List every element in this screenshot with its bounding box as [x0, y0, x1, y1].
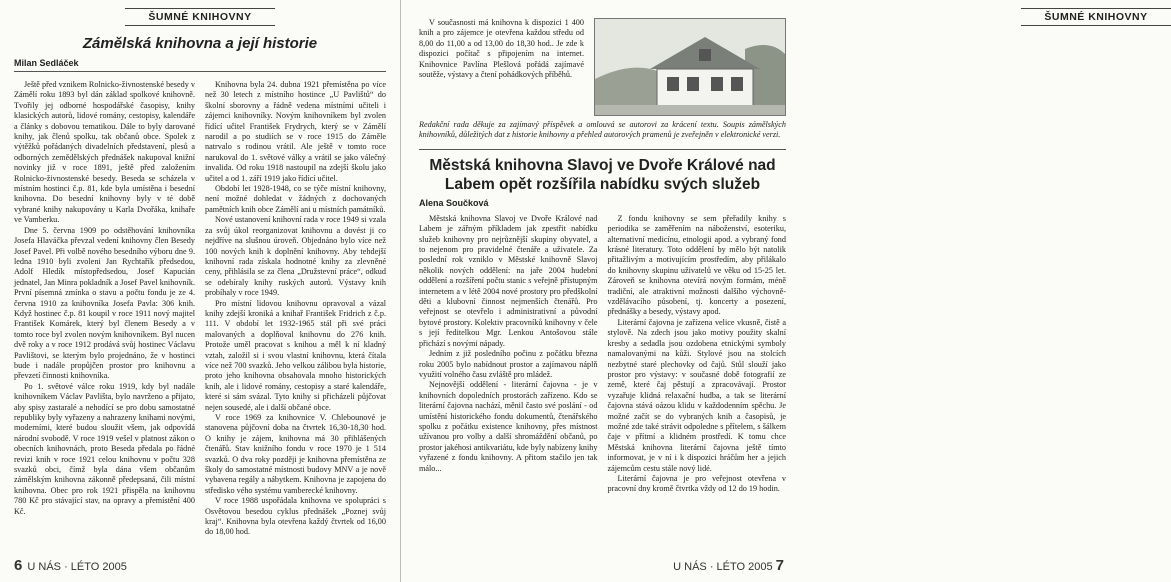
house-illustration: [595, 19, 785, 115]
paragraph: V roce 1969 za knihovnice V. Chlebounové je stanovena půjčovní doba na čtvrtek 16,30-18,30 hod. O knihy je zájem, knihovna má 30 přihlášených čtenářů. Stav knižního fondu v roce 1970 je 1 514 svazků. O dva roky později je knihovna přemístěna ze školy do samostatné místnosti budovy MNV a je nově vybavena regály a nábytkem. Knihovna je zapojena do středisko vého systému vamberecké knihovny.: [205, 413, 386, 495]
column-2: [205, 80, 386, 558]
paragraph: Nové ustanovení knihovní rada v roce 1949 si vzala za svůj úkol reorganizovat knihovnu a dovést ji co nejdříve na slušnou úroveň. Objednáno bylo více než 100 nových knih k doplnění knihovny. Aby tehdejší knihovní rada získala hodnotné knihy za zlevněné ceny, přihlásila se za člena „Družstevní práce“, odkud se odebíraly knihy ruských autorů. Výstavy knih probíhaly v roce 1949.: [205, 215, 386, 298]
magazine-issue: U NÁS · LÉTO 2005: [673, 561, 773, 573]
paragraph: Literární čajovna je zařízena velice vkusně, čistě a stylově. Na zdech jsou jako motivy použity skalní kresby a sedadla jsou ozdobena etnickými symboly namalovanými na kůži. Stylové jsou na stolcích nezbytné staré plechovky od čajů. Stůl slouží jako prostor pro výstavy: v současné době fotografií ze země, které čaj pěstují a zpracovávají. Prostor vyzařuje klidná relaxační hudba, a tak se literární čajovna stává oázou klidu v každodenním spěchu. Je možné začít se do vybraných knih a časopisů, je možné zde také strávit odpoledne s přítelem, s šálkem čaje v přítmí a klidném prostředí. K tomu chce Městská knihovna literární čajovna ještě tímto informovat, je v ní i k dispozici hráčům her a jejich zájemcům cestu stále nový lidé.: [607, 317, 786, 473]
paragraph: Jedním z již posledního počinu z počátku března roku 2005 bylo nabídnout prostor a zajímavou náplň využití volného času zvláště pro mládež.: [419, 349, 598, 379]
article-title: Zámělská knihovna a její historie: [82, 35, 318, 52]
magazine-issue: U NÁS · LÉTO 2005: [27, 561, 127, 573]
section-header: ŠUMNÉ KNIHOVNY: [125, 8, 275, 26]
page-footer: [14, 557, 127, 574]
paragraph: Pro místní lidovou knihovnu opravoval a vázal knihy zdejší kroniká a knihař František Fridrich z č.p. 111. V období let 1932-1965 stál při své práci malovaných a doplňoval knihovnu do 276 knih. Protože uměl pracovat s knihou a měl k ní kladný vztah, založil si i svou vlastní knihovnu, která čítala více než 700 svazků. Jeho velkou zálibou byla historie, proto jeho knihovna obsahovala mnoho historických knih, ale i lidové romány, cestopisy a staré kalendáře, které si sám svázal. Tyto knihy si přicházeli půjčovat nejen sousedé, ale i další občané obce.: [205, 298, 386, 412]
page-footer: [673, 557, 786, 574]
article-columns: [419, 213, 786, 494]
column-2: [607, 213, 787, 494]
article-author: Alena Součková: [419, 197, 489, 208]
article-columns: [14, 80, 386, 558]
divider: [419, 149, 786, 150]
paragraph: Po 1. světové válce roku 1919, kdy byl nadále knihovníkem Václav Pavlišta, bylo navrženo a přijato, aby spisy zastaralé a nehodící se pro dobu samostatné republiky byly vyřazeny a nahrazeny knihami novými, moderními, které budou sloužit všem, jak odpovídá národní svobodě. V roce 1919 vešel v platnost zákon o obecních knihovnách, proto Beseda předala po řádné revizi knih v roce 1921 celou knihovnu v počtu 328 svazků obci, čímž byla dána všem občanům zámělským knihovna zákonně předepsaná, čili místní knihovna. Obec pro rok 1921 přispěla na knihovnu 780 Kč pro stávající stav, na opravy a přemístění 400 Kč.: [14, 381, 195, 516]
paragraph: Literární čajovna je pro veřejnost otevřena v pracovní dny kromě čtvrtka vždy od 12 do 19 hodin.: [607, 473, 786, 494]
library-building-photo: [594, 18, 786, 116]
paragraph: Ještě před vznikem Rolnicko-živnostenské besedy v Zámělí roku 1893 byl dán základ spolkové knihovně. Tvořily jej odborné hospodářské časopisy, knihy klasických autorů, lidové romány, cestopisy, kalendáře a články s dobovou tematikou. Dále to byly darované knihy, jak členů spolku, tak občanů obce. Spolek z výtěžků pořádaných divadelních představení, plesů a odborných zemědělských přednášek nakupoval knižní novinky již v roce 1891, ještě před založením Rolnicko-živnostenské besedy. Beseda se scházela v místním hostinci č.p. 81, kde byla umístěna i besední knihovna. Do besední knihovny byly v té době vybrané knihy nakupovány u Karla Dvořáka, knihaře ve Vamberku.: [14, 80, 195, 225]
page-number: 6: [14, 557, 23, 574]
paragraph: Dne 5. června 1909 po odstěhování knihovníka Josefa Hlaváčka převzal vedení knihovny člen Besedy Josef Pavel. Při volbě nového besedního výboru dne 9. ledna 1910 byli zvoleni Jan Rychtařík předsedou, Adolf Hledík místopředsedou, Josef Kapucián jednatel, Jan Minra pokladník a Josef Pavel knihovník. První písemná zmínka o stavu a počtu fondu je ze 4. června 1910 za knihovníka Josefa Pavla: 306 knih. Když hostinec č.p. 81 koupil v roce 1911 nový majitel František Komárek, který byl členem Besedy a v tomto roce byl zvolen novým knihovníkem. Byl nucen dvě roky a v roce 1912 prodává svůj hostinec Václavu Pavlištovi, se kterým bylo projednáno, že v hostinci bude i nadále propůjčen prostor pro knihovnu a převzetí činnosti knihovníka.: [14, 225, 195, 381]
right-page: [400, 0, 1148, 582]
column-1: [14, 80, 195, 558]
paragraph: Nejnovější oddělení - literární čajovna - je v knihovních dopoledních prostorách zařízeno. Kdo se literární čajovna nachází, měnil často své poslání - od umístění historického fondu dokumentů, čtenářského spolku z počátku existence knihovny, přes místnost užívanou pro volby a další shromáždění občanů, po prostor jakéhosi antikvariátu, kde byly nabízeny knihy vyřazené z fondu knihovny. A přitom stačilo jen tak málo...: [419, 380, 598, 473]
paragraph: V roce 1988 uspořádala knihovna ve spolupráci s Osvětovou besedou cyklus přednášek „Poznej svůj kraj“. Knihovna byla otevřena každý čtvrtek od 16,00 do 18,00 hod.: [205, 496, 386, 537]
section-header: ŠUMNÉ KNIHOVNY: [1021, 8, 1171, 26]
editor-note: Redakční rada děkuje za zajímavý příspěvek a omlouvá se autorovi za krácení textu. Soupis zámělských knihovníků, důležitých dat z historie knihovny a přehled autorových pramenů je zveřejněn v elektronické verzi.: [419, 120, 786, 140]
intro-column: [419, 18, 786, 116]
article-author: Milan Sedláček: [14, 58, 386, 72]
paragraph: Období let 1928-1948, co se týče místní knihovny, není možné dohledat v žádných z dochovaných pamětních knih obce Zámělí ani u místních památníků.: [205, 184, 386, 214]
left-page: [0, 0, 400, 582]
intro-row: [419, 18, 786, 116]
paragraph: Městská knihovna Slavoj ve Dvoře Králové nad Labem je zářným příkladem jak zpestřit nabídku služeb knihovny pro nejrůznější skupiny obyvatel, a to nejenom pro pravidelné čtenáře a uživatele. Za poslední rok vzniklo v Městské knihovně Slavoj několik nových oddělení: na jaře 2004 hudební oddělení a rozšíření počtu stanic s veřejně přístupným internetem a v létě 2004 nové prostory pro předškolní děti a klubovní činnost nejmenších čtenářů. Pro veřejnost se otevřelo i administrativní a původní bytové prostory. Kolektiv pracovníků knihovny v čele s její ředitelkou Mgr. Lenkou Antošovou stále přichází s novými nápady.: [419, 213, 598, 348]
paragraph: V současnosti má knihovna k dispozici 1 400 knih a pro zájemce je otevřena každou středu od 8,00 do 11,00 a od 13,00 do 18,30 hod.. Je zde k dispozici počítač s připojením na internet. Knihovnice Pavlína Plešlová pořádá zajímavé soutěže, výstavy a čtení pohádkových příběhů.: [419, 18, 584, 80]
paragraph: Knihovna byla 24. dubna 1921 přemístěna po více než 30 letech z místního hostince „U Pavlištů“ do školní sborovny a řádně vedena místními učiteli i zájemci knihovníky. Novým knihovníkem byl zvolen řídící učitel František Frydrych, který se v Zámělí narodil a po studiích se v roce 1915 do Záměle natrvalo s rodinou vrátil. Ale ještě v tomto roce narukoval do 1. světové války a vrátil se jako válečný invalida. Od roku 1918 nastoupil na zdejší školu jako učitel a od 1. září 1919 jako řídící učitel.: [205, 80, 386, 183]
article-title: Městská knihovna Slavoj ve Dvoře Králové nad Labem opět rozšířila nabídku svých služeb: [429, 156, 776, 193]
page-number: 7: [775, 557, 784, 574]
paragraph: Z fondu knihovny se sem přeřadily knihy s periodika se zaměřením na náboženství, esoteriku, alternativní medicínu, etnologii apod. a vybraný fond krásné literatury. Toto oddělení by mělo být natolik přitažlivým a motivujícím prostředím, aby přilákalo do knihovny skupinu uživatelů ve věku od 15-25 let. Zároveň se knihovna otevírá novým formám, méně tradiční, ale atraktivní možnosti dalšího výchovně-vzdělávacího působení, tj. koncerty a posezení, přednášky a besedy, výstavy apod.: [607, 213, 786, 317]
column-1: [419, 213, 598, 473]
